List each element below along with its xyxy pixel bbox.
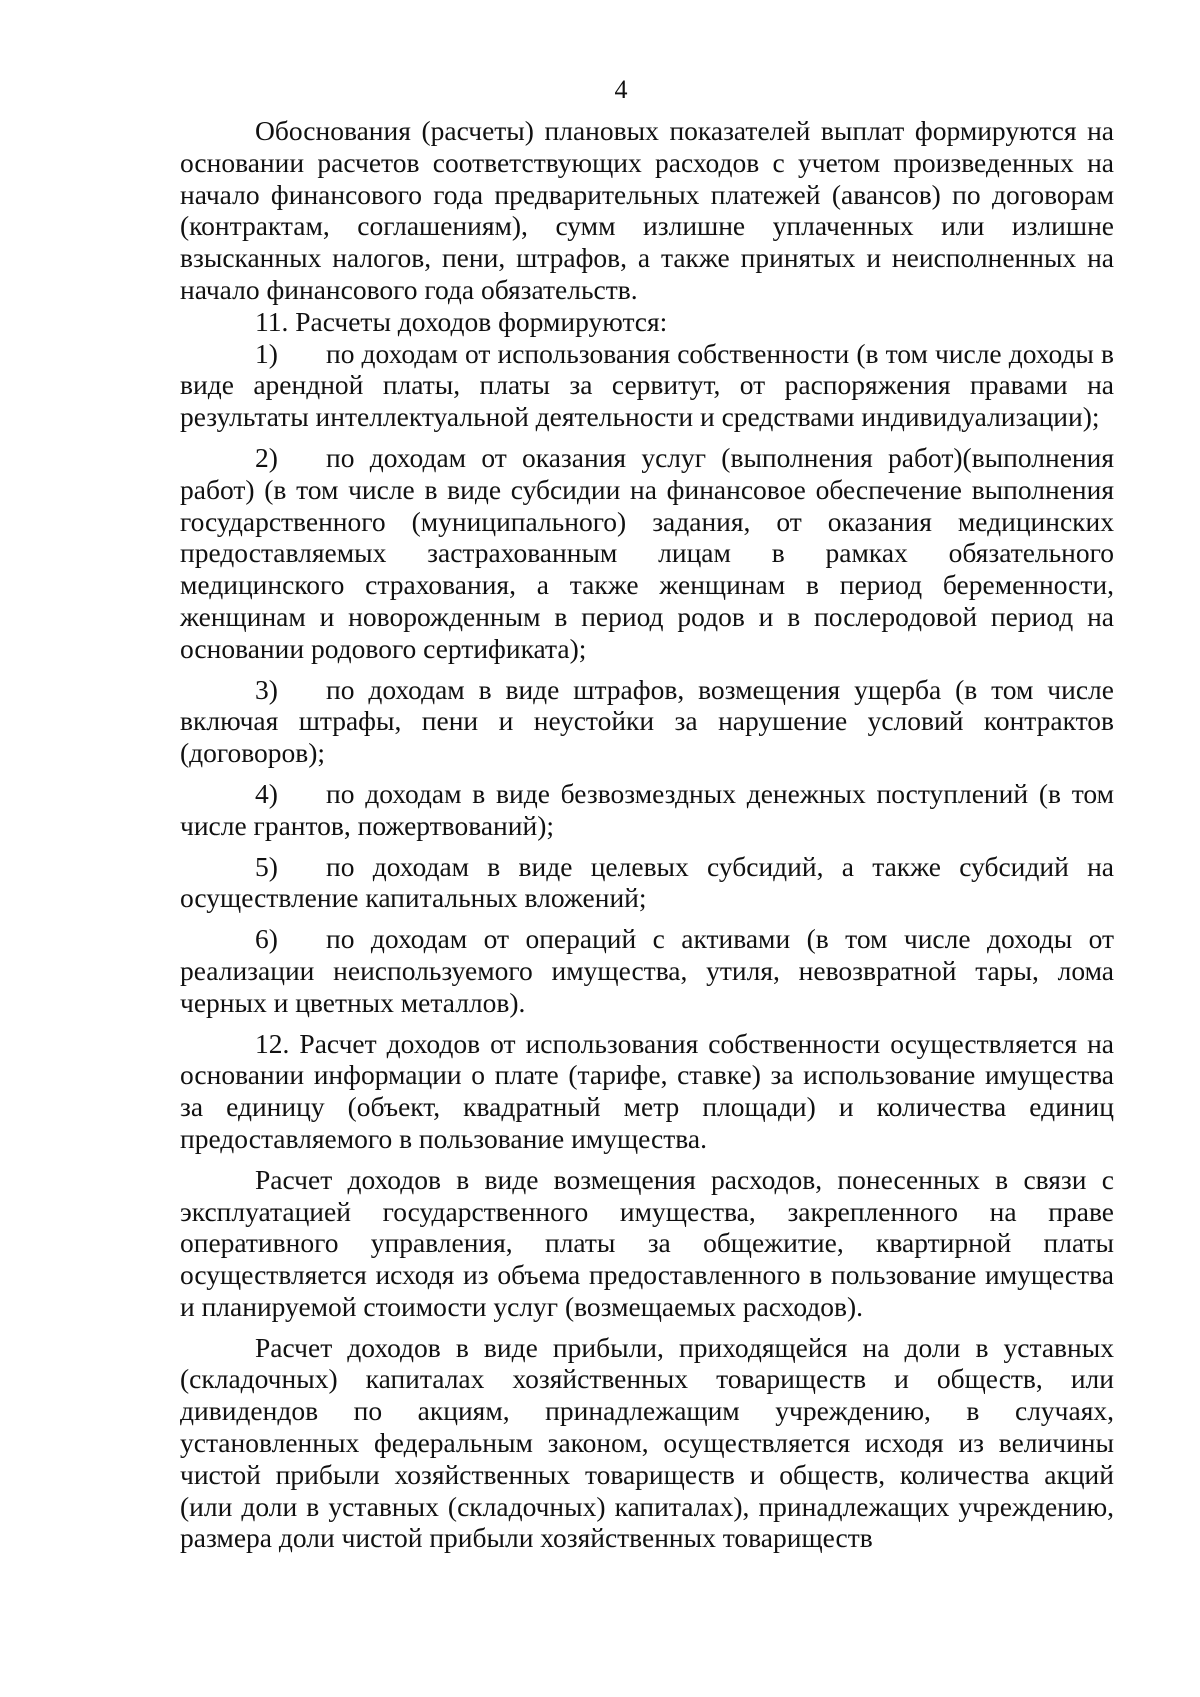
list-item-number: 6) bbox=[255, 923, 278, 955]
paragraph-section-12: 12. Расчет доходов от использования собственности осуществляется на основании информации о плате (тарифе, ставке) за использование имущества за единицу (объект, квадратный метр площади) и количества единиц предоставляемого в пользование имущества. bbox=[180, 1027, 1114, 1154]
list-item-5 bbox=[180, 851, 1114, 915]
list-item-text: по доходам в виде штрафов, возмещения ущерба (в том числе включая штрафы, пени и неустойки за нарушение условий контрактов (договоров); bbox=[180, 673, 1114, 769]
page-number: 4 bbox=[614, 75, 628, 104]
list-item-3 bbox=[180, 674, 1114, 769]
list-item-number: 5) bbox=[255, 850, 278, 882]
list-item-text: по доходам от оказания услуг (выполнения работ)(выполнения работ) (в том числе в виде субсидии на финансовое обеспечение выполнения государственного (муниципального) задания, от оказания медицинских предоставляемых застрахованным лицам в рамках обязательного медицинского страхования, а также женщинам в период беременности, женщинам и новорожденным в период родов и в послеродовой период на основании родового сертификата); bbox=[180, 441, 1114, 664]
paragraph-justification-basis: Обоснования (расчеты) плановых показателей выплат формируются на основании расчетов соответствующих расходов с учетом произведенных на начало финансового года предварительных платежей (авансов) по договорам (контрактам, соглашениям), сумм излишне уплаченных или излишне взысканных налогов, пени, штрафов, а также принятых и неисполненных на начало финансового года обязательств. bbox=[180, 115, 1114, 305]
list-item-number: 2) bbox=[255, 441, 278, 473]
paragraph-profit-dividends: Расчет доходов в виде прибыли, приходящейся на доли в уставных (складочных) капиталах хозяйственных товариществ и обществ, или дивидендов по акциям, принадлежащим учреждению, в случаях, установленных федеральным законом, осуществляется исходя из величины чистой прибыли хозяйственных товариществ и обществ, количества акций (или доли в уставных (складочных) капиталах), принадлежащих учреждению, размера доли чистой прибыли хозяйственных товариществ bbox=[180, 1331, 1114, 1554]
list-item-number: 3) bbox=[255, 673, 278, 705]
list-item-text: по доходам от использования собственности (в том числе доходы в виде арендной платы, платы за сервитут, от распоряжения правами на результаты интеллектуальной деятельности и средствами индивидуализации); bbox=[180, 337, 1114, 433]
list-item-4 bbox=[180, 778, 1114, 842]
paragraph-reimbursement-income: Расчет доходов в виде возмещения расходов, понесенных в связи с эксплуатацией государственного имущества, закрепленного на праве оперативного управления, платы за общежитие, квартирной платы осуществляется исходя из объема предоставленного в пользование имущества и планируемой стоимости услуг (возмещаемых расходов). bbox=[180, 1163, 1114, 1322]
list-item-2 bbox=[180, 442, 1114, 665]
list-item-number: 1) bbox=[255, 337, 278, 369]
list-item-1 bbox=[180, 338, 1114, 433]
list-item-text: по доходам от операций с активами (в том числе доходы от реализации неиспользуемого имущества, утиля, невозвратной тары, лома черных и цветных металлов). bbox=[180, 923, 1114, 1018]
document-body bbox=[180, 115, 1114, 1554]
paragraph-section-11-intro: 11. Расчеты доходов формируются: bbox=[255, 305, 668, 337]
list-item-number: 4) bbox=[255, 777, 278, 809]
list-item-6 bbox=[180, 923, 1114, 1018]
list-item-text: по доходам в виде безвозмездных денежных поступлений (в том числе грантов, пожертвований); bbox=[180, 777, 1114, 841]
list-item-text: по доходам в виде целевых субсидий, а также субсидий на осуществление капитальных вложений; bbox=[180, 850, 1114, 914]
